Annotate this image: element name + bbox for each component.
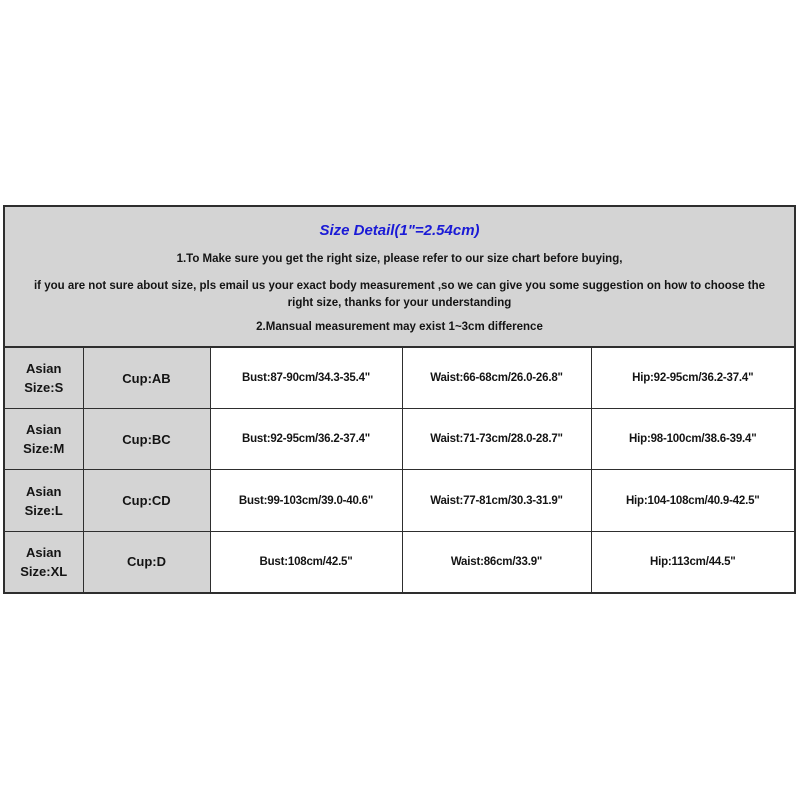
- size-region-label: Asian: [26, 361, 62, 377]
- size-value-label: Size:S: [24, 380, 64, 396]
- size-value-label: Size:M: [23, 441, 65, 457]
- bust-cell: Bust:87-90cm/34.3-35.4": [210, 348, 402, 409]
- table-row: [5, 409, 794, 470]
- waist-cell: Waist:77-81cm/30.3-31.9": [402, 470, 591, 531]
- size-table: [5, 348, 794, 592]
- waist-cell: Waist:66-68cm/26.0-26.8": [402, 348, 591, 409]
- bust-cell: Bust:92-95cm/36.2-37.4": [210, 409, 402, 470]
- size-instruction-line-1: 1.To Make sure you get the right size, please refer to our size chart before buying,: [176, 253, 623, 265]
- cup-cell: Cup:CD: [83, 470, 210, 531]
- bust-cell: Bust:108cm/42.5": [210, 531, 402, 592]
- size-instruction-line-2: if you are not sure about size, pls email us your exact body measurement ,so we can give you some suggestion on how to choose the right size, thanks for your understanding: [33, 280, 766, 309]
- size-region-label: Asian: [26, 483, 62, 499]
- cup-cell: Cup:AB: [83, 348, 210, 409]
- hip-cell: Hip:92-95cm/36.2-37.4": [591, 348, 794, 409]
- table-row: [5, 531, 794, 592]
- size-region-label: Asian: [26, 544, 62, 560]
- size-region-label: Asian: [26, 422, 62, 438]
- size-detail-title: Size Detail(1"=2.54cm): [319, 222, 480, 239]
- hip-cell: Hip:104-108cm/40.9-42.5": [591, 470, 794, 531]
- waist-cell: Waist:86cm/33.9": [402, 531, 591, 592]
- bust-cell: Bust:99-103cm/39.0-40.6": [210, 470, 402, 531]
- waist-cell: Waist:71-73cm/28.0-28.7": [402, 409, 591, 470]
- table-row: [5, 470, 794, 531]
- size-label-cell: [5, 470, 83, 531]
- size-label-cell: [5, 348, 83, 409]
- size-label-cell: [5, 409, 83, 470]
- size-chart: [3, 205, 796, 594]
- cup-cell: Cup:D: [83, 531, 210, 592]
- size-chart-header: [5, 207, 794, 348]
- table-row: [5, 348, 794, 409]
- size-value-label: Size:XL: [20, 563, 68, 579]
- hip-cell: Hip:98-100cm/38.6-39.4": [591, 409, 794, 470]
- hip-cell: Hip:113cm/44.5": [591, 531, 794, 592]
- cup-cell: Cup:BC: [83, 409, 210, 470]
- size-value-label: Size:L: [24, 502, 63, 518]
- measurement-difference-note: 2.Mansual measurement may exist 1~3cm difference: [256, 321, 543, 333]
- size-label-cell: [5, 531, 83, 592]
